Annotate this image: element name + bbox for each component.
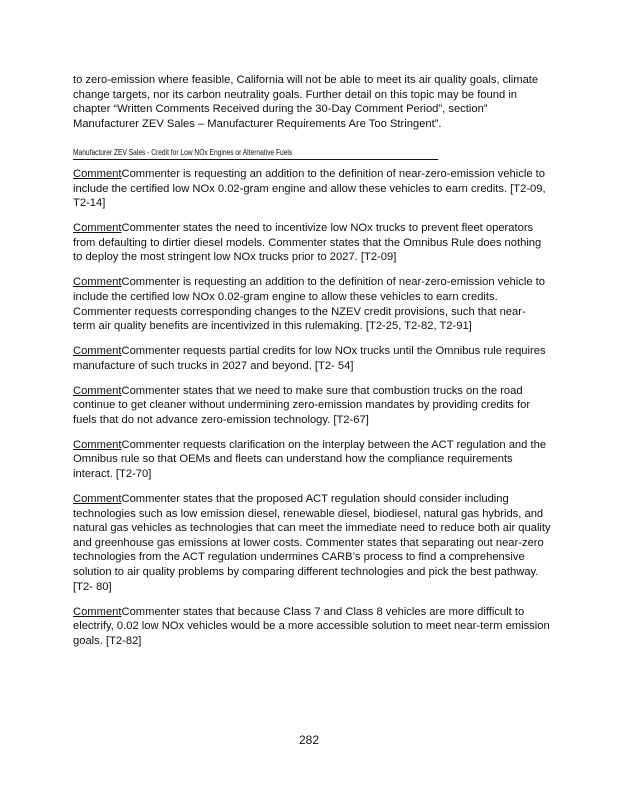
comment-label: Comment [73, 605, 122, 618]
comment-item [73, 221, 551, 265]
comment-item [73, 384, 551, 428]
section-heading: Manufacturer ZEV Sales - Credit for Low NOx Engines or Alternative Fuels [73, 147, 438, 160]
comments-list [73, 167, 551, 659]
comment-text: Commenter states that the proposed ACT regulation should consider including technologies such as low emission diesel, renewable diesel, biodiesel, natural gas hybrids, and natural gas vehicles as technologies that can meet the immediate need to reduce both air quality and greenhouse gas emissions at lower costs. Commenter states that separating out near-zero technologies from the ACT regulation undermines CARB’s process to find a comprehensive solution to air quality problems by comparing different technologies and pick the best pathway. [T2- 80] [73, 493, 551, 593]
comment-item [73, 438, 551, 482]
comment-label: Comment [73, 384, 122, 397]
comment-item [73, 167, 551, 211]
comment-label: Comment [73, 222, 122, 235]
comment-item [73, 492, 551, 594]
comment-text: Commenter states that because Class 7 and Class 8 vehicles are more difficult to electrify, 0.02 low NOx vehicles would be a more accessible solution to meet near-term emission goals. [T2-82] [73, 605, 550, 647]
comment-text: Commenter is requesting an addition to the definition of near-zero-emission vehicle to include the certified low NOx 0.02-gram engine to allow these vehicles to earn credits. Commenter requests corresponding changes to the NZEV credit provisions, such that near- term air quality benefits are incentivized in this rulemaking. [T2-25, T2-82, T2-91] [73, 276, 545, 333]
comment-item [73, 344, 551, 373]
comment-text: Commenter states that we need to make sure that combustion trucks on the road continue to get cleaner without undermining zero-emission mandates by providing credits for fuels that do not advance zero-emission technology. [T2-67] [73, 384, 531, 426]
comment-label: Comment [73, 345, 122, 358]
comment-label: Comment [73, 276, 122, 289]
comment-item [73, 275, 551, 333]
comment-text: Commenter states the need to incentivize low NOx trucks to prevent fleet operators from defaulting to dirtier diesel models. Commenter states that the Omnibus Rule does nothing to deploy the most stringent low NOx trucks prior to 2027. [T2-09] [73, 222, 542, 264]
comment-text: Commenter requests clarification on the interplay between the ACT regulation and the Omnibus rule so that OEMs and fleets can understand how the compliance requirements interact. [T2-70] [73, 438, 547, 481]
comment-text: Commenter is requesting an addition to the definition of near-zero-emission vehicle to include the certified low NOx 0.02-gram engine and allow these vehicles to earn credits. [T2-09, T2-14] [73, 168, 546, 210]
comment-label: Comment [73, 438, 122, 451]
comment-label: Comment [73, 168, 122, 180]
comment-text: Commenter requests partial credits for low NOx trucks until the Omnibus rule requires manufacture of such trucks in 2027 and beyond. [T2- 54] [73, 345, 546, 372]
comment-label: Comment [73, 493, 122, 506]
intro-paragraph: to zero-emission where feasible, California will not be able to meet its air quality goals, climate change targets, nor its carbon neutrality goals. Further detail on this topic may be found in chapter “Written Comments Received during the 30-Day Comment Period”, section” Manufacturer ZEV Sales – Manufacturer Requirements Are Too Stringent”. [73, 74, 539, 130]
page-number: 282 [298, 733, 320, 747]
comment-item [73, 605, 551, 649]
